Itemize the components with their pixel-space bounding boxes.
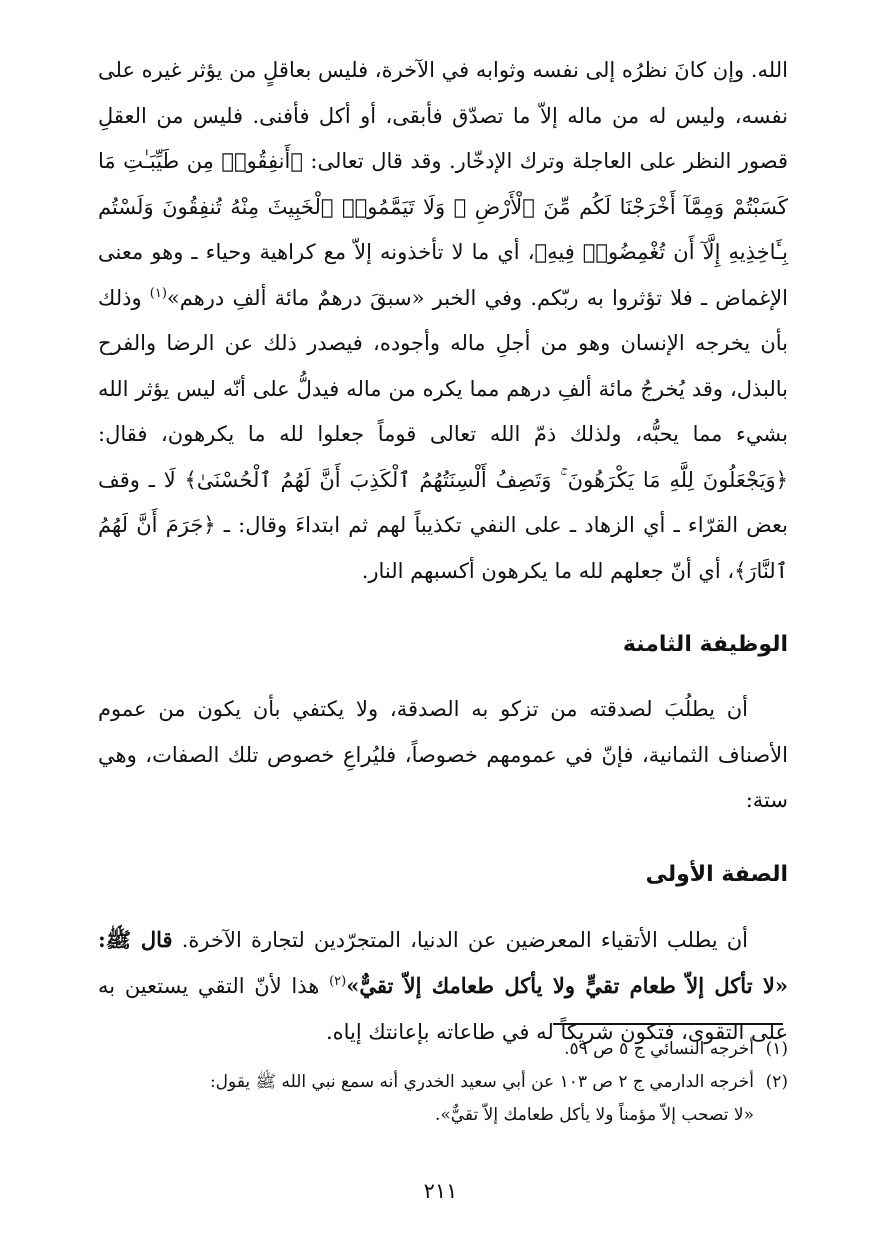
section-heading-eighth: الوظيفة الثامنة [622, 632, 788, 657]
intro-text-tail: وذلك بأن يخرجه الإنسان وهو من أجلِ ماله وأجوده، فيصدر ذلك عن الرضا والفرح بالبذل، وقد يُخرجُ مائة ألفِ درهم مما يكره من ماله فيدلُّ على أنّه ليس يؤثر الله بشيء مما يحبُّه، ولذلك ذمّ الله تعالى قوماً جعلوا لله ما يكرهون، فقال: ﴿وَيَجْعَلُونَ لِلَّهِ مَا يَكْرَهُونَ ۚ وَتَصِفُ أَلْسِنَتُهُمُ ٱلْكَذِبَ أَنَّ لَهُمُ ٱلْحُسْنَىٰ﴾ لَا ـ وقف بعض القرّاء ـ أي الزهاد ـ على النفي تكذيباً لهم ثم ابتداءَ وقال: ـ ﴿جَرَمَ أَنَّ لَهُمُ ٱلنَّارَ﴾، أي أنّ جعلهم لله ما يكرهون أكسبهم النار. [98, 285, 788, 583]
page-body [98, 48, 788, 1055]
page-number: ٢١١ [423, 1179, 458, 1203]
footnotes [98, 1033, 788, 1132]
footnote-number: (١) [765, 1039, 788, 1059]
footnote-item [98, 1033, 788, 1066]
footnote-divider [553, 1023, 783, 1025]
hadith-quote: «لا تأكل إلاّ طعام تقيٍّ ولا يأكل طعامك إلاّ تقيٌّ» [346, 973, 788, 998]
footnote-text: أخرجه الدارمي ج ٢ ص ١٠٣ عن أبي سعيد الخدري أنه سمع نبي الله ﷺ يقول: [209, 1072, 754, 1092]
footnote-number: (٢) [765, 1072, 788, 1092]
first-attribute-line: أن يطلب الأتقياء المعرضين عن الدنيا، المتجرّدين لتجارة الآخرة. [181, 927, 748, 952]
quote-lead: قال ﷺ: [98, 926, 173, 952]
intro-text: الله. وإن كانَ نظرُه إلى نفسه وثوابه في الآخرة، فليس بعاقلٍ من يؤثر غيره على نفسه، وليس له من ماله إلاّ ما تصدّق فأبقى، أو أكل فأفنى. فليس من العقلِ قصور النظر على العاجلة وترك الإدخّار. وقد قال تعالى: ﴿أَنفِقُوا۟ مِن طَيِّبَـٰتِ مَا كَسَبْتُمْ وَمِمَّآ أَخْرَجْنَا لَكُم مِّنَ ٱلْأَرْضِ ۖ وَلَا تَيَمَّمُوا۟ ٱلْخَبِيثَ مِنْهُ تُنفِقُونَ وَلَسْتُم بِـَٔاخِذِيهِ إِلَّآ أَن تُغْمِضُوا۟ فِيهِ﴾، أي ما لا تأخذونه إلاّ مع كراهية وحياء ـ وهو معنى الإغماض ـ فلا تؤثروا به ربّكم. وفي الخبر «سبقَ درهمٌ مائة ألفِ درهم» [98, 58, 788, 310]
eighth-paragraph: أن يطلُبَ لصدقته من تزكو به الصدقة، ولا يكتفي بأن يكون من عموم الأصناف الثمانية، فإنّ في عمومهم خصوصاً، فليُراعِ خصوص تلك الصفات، وهي ستة: [98, 697, 788, 812]
footnote-item [98, 1066, 788, 1099]
section-heading-first-attribute: الصفة الأولى [645, 861, 788, 887]
footnote-ref-1: (١) [149, 285, 167, 301]
footnote-text: أخرجه النسائي ج ٥ ص ٥٩. [564, 1039, 754, 1059]
intro-paragraph [98, 48, 788, 594]
footnote-ref-2: (٢) [329, 974, 347, 989]
quote-tail: هذا لأنّ التقي يستعين به على التقوى، فتكون شريكاً له في طاعاته بإعانتك إياه. [98, 974, 788, 1044]
footnote-continuation: «لا تصحب إلاّ مؤمناً ولا يأكل طعامك إلاّ تقيٌّ». [434, 1105, 754, 1125]
